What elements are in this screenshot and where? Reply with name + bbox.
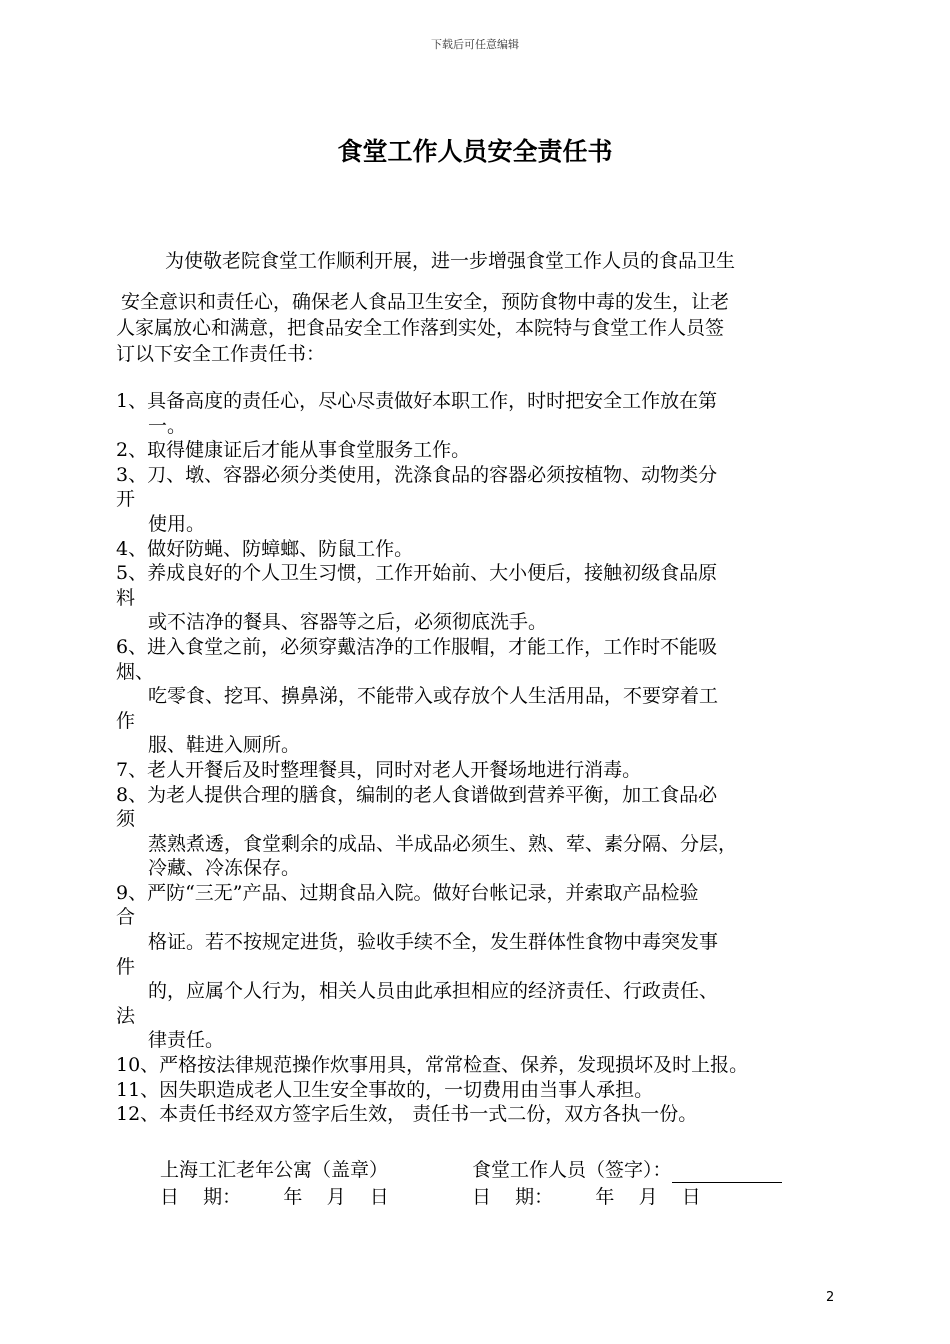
list-item <box>116 537 846 562</box>
signature-line[interactable] <box>672 1162 782 1183</box>
date-left: 日 期： 年 月 日 <box>160 1186 389 1208</box>
item-text-cont: 冷藏、冷冻保存。 <box>148 857 301 880</box>
list-item <box>116 463 846 537</box>
list-item <box>116 635 846 758</box>
item-text-cont: 服、鞋进入厕所。 <box>148 734 301 757</box>
item-text-wrap: 须 <box>116 808 136 831</box>
intro-line: 人家属放心和满意，把食品安全工作落到实处，本院特与食堂工作人员签 <box>116 317 725 339</box>
signature-row-right <box>472 1157 782 1183</box>
list-item <box>116 783 846 881</box>
item-text: 5、养成良好的个人卫生习惯，工作开始前、大小便后，接触初级食品原 <box>116 562 718 585</box>
item-text-wrap: 开 <box>116 488 136 511</box>
item-text-cont: 蒸熟煮透，食堂剩余的成品、半成品必须生、熟、荤、素分隔、分层， <box>148 832 738 855</box>
item-text: 10、严格按法律规范操作炊事用具，常常检查、保养，发现损坏及时上报。 <box>116 1054 749 1077</box>
list-item <box>116 758 846 783</box>
item-text-cont: 律责任。 <box>148 1029 225 1052</box>
item-text-wrap: 料 <box>116 586 136 609</box>
item-text: 8、为老人提供合理的膳食，编制的老人食谱做到营养平衡，加工食品必 <box>116 783 718 806</box>
item-text-cont: 一。 <box>148 414 187 437</box>
page-number: 2 <box>826 1290 835 1305</box>
document-title: 食堂工作人员安全责任书 <box>337 137 613 166</box>
staff-signature-label: 食堂工作人员（签字）： <box>472 1159 672 1181</box>
list-item <box>116 881 846 1053</box>
item-text-cont: 吃零食、挖耳、擤鼻涕，不能带入或存放个人生活用品，不要穿着工 <box>148 685 719 708</box>
list-item <box>116 1053 846 1078</box>
date-right: 日 期： 年 月 日 <box>472 1186 701 1208</box>
intro-line: 订以下安全工作责任书： <box>116 343 326 365</box>
item-text-wrap: 合 <box>116 906 136 929</box>
item-text-wrap: 法 <box>116 1004 136 1027</box>
item-text-cont: 格证。若不按规定进货，验收手续不全，发生群体性食物中毒突发事 <box>148 931 719 954</box>
list-item <box>116 1102 846 1127</box>
responsibility-list <box>116 389 846 1127</box>
list-item <box>116 561 846 635</box>
item-text: 2、取得健康证后才能从事食堂服务工作。 <box>116 439 471 462</box>
item-text: 11、因失职造成老人卫生安全事故的，一切费用由当事人承担。 <box>116 1078 654 1101</box>
item-text: 6、进入食堂之前，必须穿戴洁净的工作服帽，才能工作，工作时不能吸 <box>116 635 718 658</box>
intro-paragraph <box>116 248 846 274</box>
item-text-cont: 或不洁净的餐具、容器等之后，必须彻底洗手。 <box>148 611 548 634</box>
item-text: 3、刀、墩、容器必须分类使用，洗涤食品的容器必须按植物、动物类分 <box>116 463 718 486</box>
intro-line: 为使敬老院食堂工作顺利开展，进一步增强食堂工作人员的食品卫生 <box>165 250 736 272</box>
item-text-wrap: 烟、 <box>116 660 155 683</box>
signature-row <box>160 1157 388 1183</box>
list-item <box>116 1078 846 1103</box>
item-text: 9、严防“三无”产品、过期食品入院。做好台帐记录，并索取产品检验 <box>116 881 699 904</box>
seal-party-label: 上海工汇老年公寓（盖章） <box>160 1159 389 1181</box>
header-note: 下载后可任意编辑 <box>431 38 519 51</box>
list-item <box>116 438 846 463</box>
item-text: 4、做好防蝇、防蟑螂、防鼠工作。 <box>116 537 414 560</box>
intro-paragraph-cont <box>116 289 846 367</box>
item-text: 12、本责任书经双方签字后生效， 责任书一式二份，双方各执一份。 <box>116 1103 698 1126</box>
item-text-wrap: 作 <box>116 709 136 732</box>
item-text: 7、老人开餐后及时整理餐具，同时对老人开餐场地进行消毒。 <box>116 758 642 781</box>
item-text-wrap: 件 <box>116 955 136 978</box>
item-text-cont: 的，应属个人行为，相关人员由此承担相应的经济责任、行政责任、 <box>148 980 719 1003</box>
item-text-cont: 使用。 <box>148 512 206 535</box>
list-item <box>116 389 846 438</box>
item-text: 1、具备高度的责任心，尽心尽责做好本职工作，时时把安全工作放在第 <box>116 390 718 412</box>
intro-line: 安全意识和责任心，确保老人食品卫生安全，预防食物中毒的发生，让老 <box>121 291 730 313</box>
